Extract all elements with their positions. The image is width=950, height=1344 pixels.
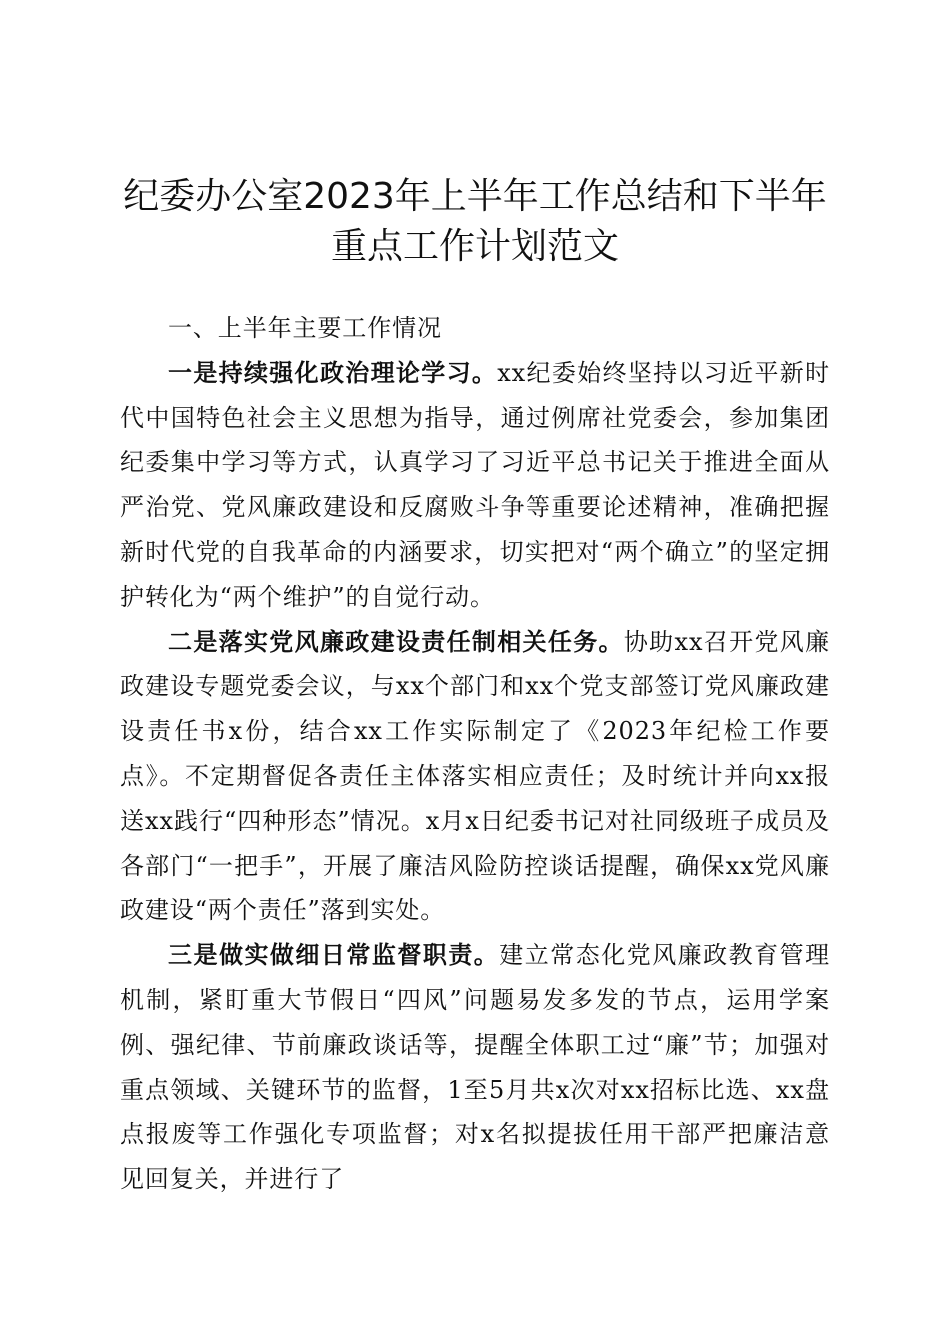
- document-body: [120, 306, 830, 1202]
- paragraph-3-text: 建立常态化党风廉政教育管理机制，紧盯重大节假日“四风”问题易发多发的节点，运用学案例、强纪律、节前廉政谈话等，提醒全体职工过“廉”节；加强对重点领域、关键环节的监督，1至5月共x次对xx招标比选、xx盘点报废等工作强化专项监督；对x名拟提拔任用干部严把廉洁意见回复关，并进行了: [120, 941, 831, 1194]
- section-heading-text: 一、上半年主要工作情况: [168, 314, 442, 342]
- paragraph-1-text: xx纪委始终坚持以习近平新时代中国特色社会主义思想为指导，通过例席社党委会，参加集团纪委集中学习等方式，认真学习了习近平总书记关于推进全面从严治党、党风廉政建设和反腐败斗争等重要论述精神，准确把握新时代党的自我革命的内涵要求，切实把对“两个确立”的坚定拥护转化为“两个维护”的自觉行动。: [120, 358, 831, 611]
- paragraph-2-lead: 二是落实党风廉政建设责任制相关任务。: [168, 627, 624, 656]
- section-heading: [120, 306, 830, 351]
- paragraph-1-lead: 一是持续强化政治理论学习。: [168, 358, 498, 387]
- paragraph-1: [120, 351, 830, 620]
- paragraph-3: [120, 933, 830, 1202]
- paragraph-3-lead: 三是做实做细日常监督职责。: [168, 941, 500, 970]
- document-title: [100, 172, 850, 272]
- paragraph-2-text: 协助xx召开党风廉政建设专题党委会议，与xx个部门和xx个党支部签订党风廉政建设责任书x份，结合xx工作实际制定了《2023年纪检工作要点》。不定期督促各责任主体落实相应责任；及时统计并向xx报送xx践行“四种形态”情况。x月x日纪委书记对社同级班子成员及各部门“一把手”，开展了廉洁风险防控谈话提醒，确保xx党风廉政建设“两个责任”落到实处。: [120, 627, 831, 925]
- title-line-2: 重点工作计划范文: [330, 226, 619, 267]
- title-line-1: 纪委办公室2023年上半年工作总结和下半年: [123, 176, 827, 217]
- paragraph-2: [120, 620, 830, 934]
